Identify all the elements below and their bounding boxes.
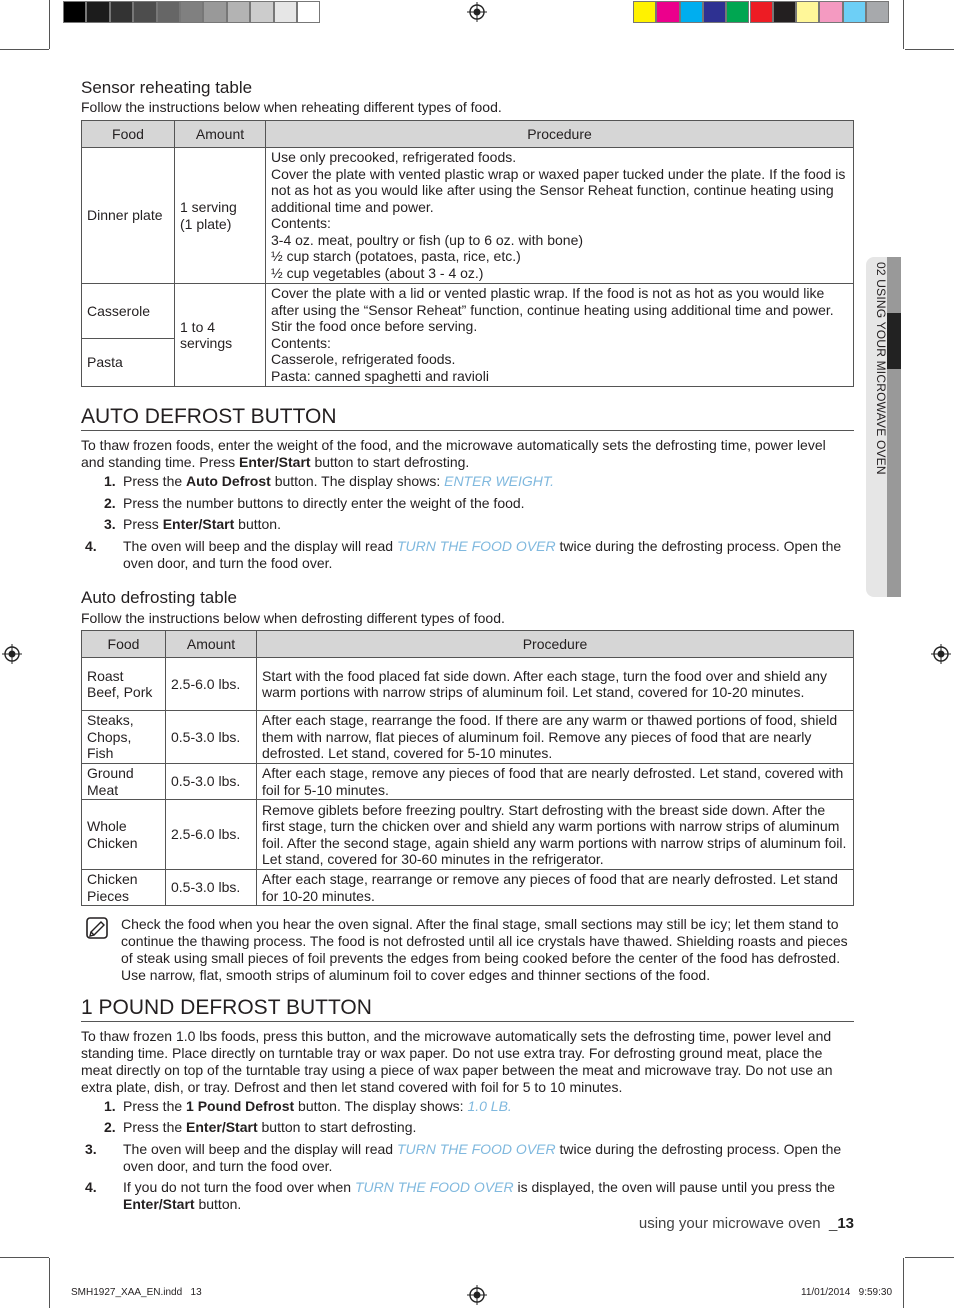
column-header-food: Food: [82, 631, 166, 658]
display-readout: ENTER WEIGHT.: [444, 473, 555, 489]
table-row: [82, 284, 854, 339]
display-readout: TURN THE FOOD OVER: [396, 1141, 556, 1157]
column-header-procedure: Procedure: [266, 121, 854, 148]
page-footer: using your microwave oven _13: [638, 1215, 854, 1232]
pound-defrost-step: 1. Press the 1 Pound Defrost button. The display shows: 1.0 LB.: [104, 1098, 512, 1114]
cell-food: Whole Chicken: [82, 800, 166, 870]
sensor-reheat-table: [81, 120, 854, 387]
procedure-line: Cover the plate with vented plastic wrap or waxed paper tucked under the plate. If the food is not as hot as you would like after using the Sensor Reheat function, continue heating using additional time and power.: [271, 165, 846, 215]
cell-amount: [175, 148, 266, 284]
cell-procedure: After each stage, remove any pieces of food that are nearly defrosted. Let stand, covered with foil for 5-10 minutes.: [257, 764, 854, 800]
crop-mark: [903, 1258, 904, 1308]
registration-mark-icon: [467, 2, 487, 22]
chapter-side-tab-label: 02 USING YOUR MICROWAVE OVEN: [874, 262, 888, 475]
cell-amount: [175, 284, 266, 387]
cell-procedure: Remove giblets before freezing poultry. Start defrosting with the breast side down. After the first stage, turn the chicken over and shield any warm portions with narrow strips of aluminum foil. After the second stage, again shield any warm portions with narrow strips of aluminum foil. Let stand, covered for 30-60 minutes in the refrigerator.: [257, 800, 854, 870]
gray-swatch: [203, 1, 226, 23]
column-header-amount: Amount: [175, 121, 266, 148]
auto-defrost-step: 4. The oven will beep and the display will read TURN THE FOOD OVER twice during the defrosting process. Open the oven door, and turn the food over.: [85, 538, 842, 571]
gray-swatch: [274, 1, 297, 23]
cell-amount: 0.5-3.0 lbs.: [166, 764, 257, 800]
table-row: [82, 658, 854, 711]
cell-procedure: Start with the food placed fat side down. After each stage, turn the food over and shield any warm portions with narrow strips of aluminum foil. Let stand, covered for 10-20 minutes.: [257, 658, 854, 711]
table-row: [82, 148, 854, 284]
procedure-line: Use only precooked, refrigerated foods.: [271, 149, 517, 165]
auto-defrost-step: 2. Press the number buttons to directly enter the weight of the food.: [104, 495, 525, 511]
chapter-side-tab-bar: [887, 257, 901, 597]
color-swatch: [656, 1, 679, 23]
gray-swatch: [63, 1, 86, 23]
procedure-line: Casserole, refrigerated foods.: [271, 351, 456, 367]
auto-defrost-step: 3. Press Enter/Start button.: [104, 516, 281, 532]
column-header-procedure: Procedure: [257, 631, 854, 658]
gray-swatch: [227, 1, 250, 23]
cell-food: Ground Meat: [82, 764, 166, 800]
gray-swatch: [110, 1, 133, 23]
color-swatch: [726, 1, 749, 23]
gray-swatch: [180, 1, 203, 23]
defrost-table-heading: Auto defrosting table: [81, 588, 237, 607]
table-header-row: [82, 121, 854, 148]
table-row: [82, 764, 854, 800]
gray-swatch: [250, 1, 273, 23]
procedure-line: ½ cup starch (potatoes, pasta, rice, etc.): [271, 248, 521, 264]
note-text: Check the food when you hear the oven signal. After the final stage, small sections may still be icy; let them stand to continue the thawing process. The food is not defrosted until all ice crystals have thawed. Shielding roasts and pieces of steak using small pieces of foil prevents the edges from being cooked before the center of the food has defrosted. Use narrow, flat, smooth strips of aluminum foil to cover edges and thinner sections of the food.: [121, 916, 848, 983]
auto-defrost-table: [81, 630, 854, 906]
crop-mark: [49, 1258, 50, 1308]
cell-food: Pasta: [82, 339, 175, 387]
cell-procedure: [266, 284, 854, 387]
cell-food: Steaks, Chops, Fish: [82, 711, 166, 764]
cell-amount: 0.5-3.0 lbs.: [166, 870, 257, 906]
color-swatch: [680, 1, 703, 23]
display-readout: 1.0 LB.: [467, 1098, 512, 1114]
print-slug-file: SMH1927_XAA_EN.indd 13: [71, 1287, 202, 1298]
table-row: [82, 870, 854, 906]
column-header-amount: Amount: [166, 631, 257, 658]
section-title-pound-defrost: 1 POUND DEFROST BUTTON: [81, 996, 854, 1022]
gray-swatch: [133, 1, 156, 23]
cell-amount: 2.5-6.0 lbs.: [166, 800, 257, 870]
color-swatch: [819, 1, 842, 23]
cell-procedure: [266, 148, 854, 284]
amount-line: servings: [180, 335, 233, 351]
amount-line: 1 to 4: [180, 318, 216, 335]
table-row: [82, 800, 854, 870]
procedure-line: Pasta: canned spaghetti and ravioli: [271, 367, 489, 384]
color-swatch: [796, 1, 819, 23]
color-swatch: [703, 1, 726, 23]
procedure-line: 3-4 oz. meat, poultry or fish (up to 6 oz. with bone): [271, 231, 584, 248]
amount-line: (1 plate): [180, 215, 232, 232]
registration-mark-icon: [467, 1285, 487, 1305]
cell-food: Chicken Pieces: [82, 870, 166, 906]
registration-mark-icon: [931, 644, 951, 664]
gray-swatch: [297, 1, 320, 23]
pound-defrost-step: 2. Press the Enter/Start button to start defrosting.: [104, 1119, 417, 1135]
procedure-line: Contents:: [271, 215, 331, 231]
amount-line: 1 serving: [180, 199, 237, 215]
registration-mark-icon: [2, 644, 22, 664]
auto-defrost-intro: To thaw frozen foods, enter the weight of the food, and the microwave automatically sets the defrosting time, power level and standing time. Press Enter/Start button to start defrosting.: [81, 437, 826, 470]
sensor-table-intro: Follow the instructions below when reheating different types of food.: [81, 99, 502, 115]
crop-mark: [903, 0, 904, 49]
section-title-auto-defrost: AUTO DEFROST BUTTON: [81, 405, 854, 431]
crop-mark: [0, 49, 49, 50]
print-slug-datetime: 11/01/2014 9:59:30: [801, 1287, 893, 1298]
procedure-line: Contents:: [271, 334, 331, 351]
chapter-side-tab-marker: [887, 313, 901, 369]
gray-swatch: [86, 1, 109, 23]
table-header-row: [82, 631, 854, 658]
crop-mark: [905, 49, 954, 50]
cell-food: Casserole: [82, 284, 175, 339]
color-swatch: [750, 1, 773, 23]
defrost-table-intro: Follow the instructions below when defrosting different types of food.: [81, 610, 505, 626]
pound-defrost-step: 3. The oven will beep and the display will read TURN THE FOOD OVER twice during the defrosting process. Open the oven door, and turn the food over.: [85, 1141, 842, 1174]
sensor-table-heading: Sensor reheating table: [81, 78, 253, 97]
crop-mark: [905, 1257, 954, 1258]
cell-procedure: After each stage, rearrange or remove any pieces of food that are nearly defrosted. Let stand for 10-20 minutes.: [257, 870, 854, 906]
color-swatch: [866, 1, 889, 23]
display-readout: TURN THE FOOD OVER: [354, 1179, 514, 1195]
cell-procedure: After each stage, rearrange the food. If there are any warm or thawed portions of food, shield them with narrow, flat pieces of aluminum foil. Remove any pieces of food that are nearly defrosted. Let stand, covered for 5-10 minutes.: [257, 711, 854, 764]
crop-mark: [0, 1257, 49, 1258]
auto-defrost-step: 1. Press the Auto Defrost button. The display shows: ENTER WEIGHT.: [104, 473, 555, 489]
cell-amount: 0.5-3.0 lbs.: [166, 711, 257, 764]
column-header-food: Food: [82, 121, 175, 148]
cell-food: Roast Beef, Pork: [82, 658, 166, 711]
color-swatch: [843, 1, 866, 23]
note-pencil-icon: [86, 917, 108, 939]
page-number: 13: [837, 1215, 854, 1232]
cell-amount: 2.5-6.0 lbs.: [166, 658, 257, 711]
cell-food: Dinner plate: [82, 148, 175, 284]
gray-swatch: [157, 1, 180, 23]
table-row: [82, 711, 854, 764]
crop-mark: [49, 0, 50, 49]
color-swatch: [773, 1, 796, 23]
procedure-line: Cover the plate with a lid or vented plastic wrap. If the food is not as hot as you would like after using the “Sensor Reheat” function, continue heating using additional time and power. Stir the food once before serving.: [271, 285, 834, 334]
color-swatch: [633, 1, 656, 23]
pound-defrost-intro: To thaw frozen 1.0 lbs foods, press this button, and the microwave automatically sets the defrosting time, power level and standing time. Place directly on turntable tray or wax paper. Do not use extra tray. For defrosting ground meat, place the meat directly on top of the turntable tray using a piece of wax paper between the meat and microwave tray. Do not use an extra plate, dish, or tray. Defrost and then let stand covered with foil for 5 to 10 minutes.: [81, 1028, 833, 1095]
procedure-line: ½ cup vegetables (about 3 - 4 oz.): [271, 264, 484, 281]
pound-defrost-step: 4. If you do not turn the food over when TURN THE FOOD OVER is displayed, the oven will pause until you press the Enter/Start button.: [85, 1179, 836, 1212]
display-readout: TURN THE FOOD OVER: [396, 538, 556, 554]
